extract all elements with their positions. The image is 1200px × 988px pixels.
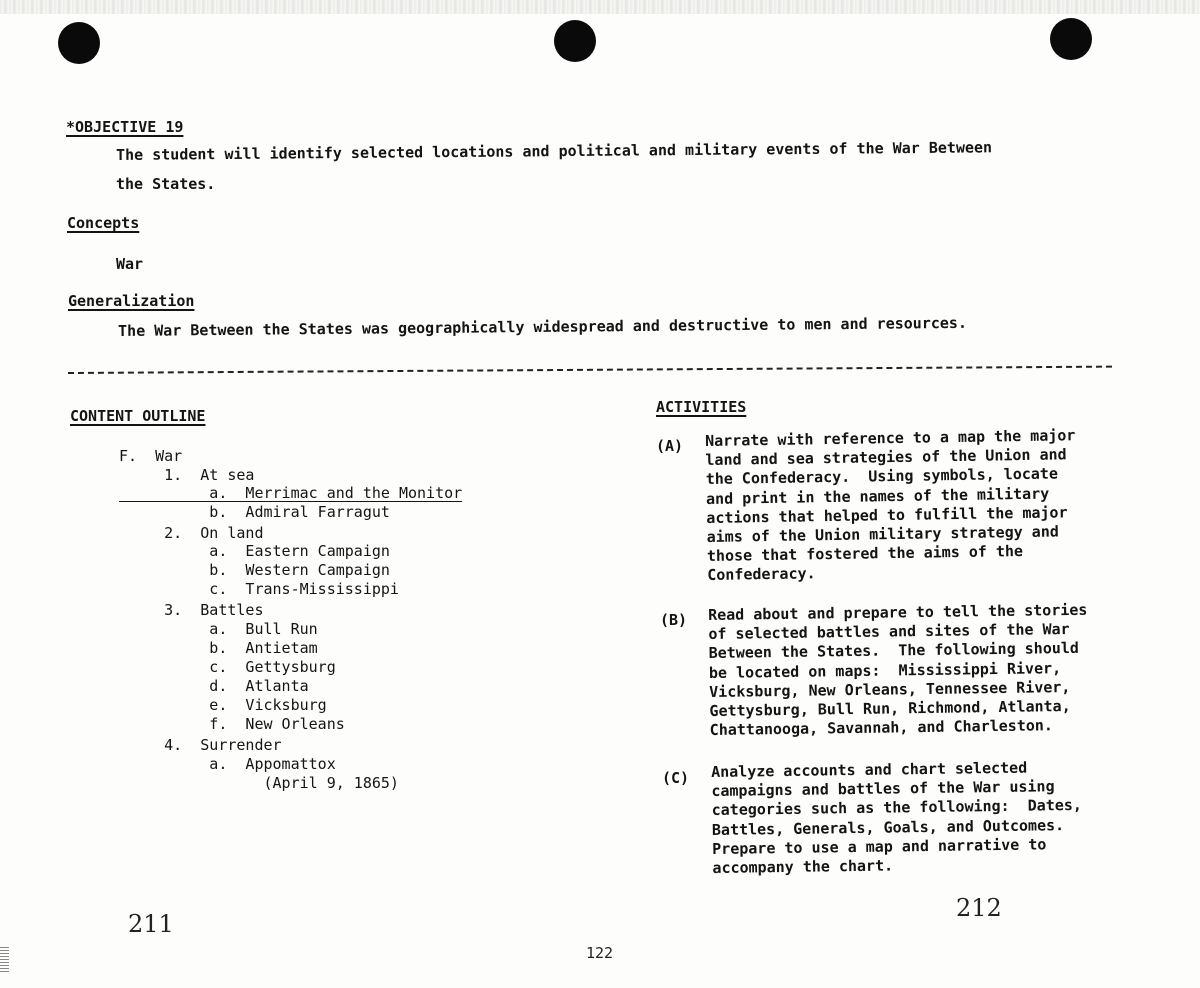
scan-edge-noise — [0, 0, 1200, 14]
outline-line: b. Western Campaign — [119, 561, 390, 579]
outline-line: c. Gettysburg — [119, 658, 336, 676]
concepts-heading: Concepts — [67, 214, 140, 232]
outline-line: 3. Battles — [119, 601, 264, 619]
objective-heading: *OBJECTIVE 19 — [66, 118, 184, 136]
page-number: 122 — [586, 944, 614, 962]
outline-line: f. New Orleans — [119, 715, 345, 733]
activity-c-label: (C) — [662, 769, 690, 787]
concepts-text: War — [116, 255, 144, 273]
activity-c-text: Analyze accounts and chart selected campaigns and battles of the War using categories such as the following: Dates, Battles, Generals, Goals, and Outcomes. Prepare to use a map and narrative to accompany the chart. — [711, 758, 1083, 878]
outline-line: F. War — [119, 447, 183, 465]
generalization-text: The War Between the States was geographically widespread and destructive to men and resources. — [118, 313, 968, 340]
outline-line: b. Antietam — [119, 639, 318, 657]
objective-text-line2: the States. — [116, 175, 216, 193]
content-outline-heading: CONTENT OUTLINE — [70, 407, 206, 425]
punch-hole-right — [1050, 18, 1092, 60]
punch-hole-left — [58, 22, 100, 64]
outline-line: 2. On land — [119, 524, 264, 542]
outline-line: b. Admiral Farragut — [119, 503, 390, 521]
activity-b-label: (B) — [660, 611, 688, 629]
activity-a-label: (A) — [656, 437, 684, 455]
outline-line: a. Bull Run — [119, 620, 318, 638]
outline-line: e. Vicksburg — [119, 696, 327, 714]
activity-b-text: Read about and prepare to tell the stories of selected battles and sites of the War Between the States. The following should be located on maps: Mississippi River, Vicksburg, New Orleans, Tennessee River, Gettysburg, Bull Run, Richmond, Atlanta, Chattanooga, Savannah, and Charleston. — [708, 600, 1088, 740]
activities-heading: ACTIVITIES — [656, 398, 747, 416]
outline-line: a. Merrimac and the Monitor — [119, 484, 463, 502]
outline-line: (April 9, 1865) — [119, 774, 399, 792]
margin-scan-mark — [0, 946, 9, 972]
generalization-heading: Generalization — [68, 292, 195, 310]
activity-a-text: Narrate with reference to a map the major land and sea strategies of the Union and the Confederacy. Using symbols, locate and print in the names of the military actions that helped to fulfill the major aims of the Union military strategy and those that fostered the aims of the Confederacy. — [705, 426, 1076, 585]
left-page-number: 211 — [128, 910, 174, 938]
outline-line: c. Trans-Mississippi — [119, 580, 399, 598]
outline-line: d. Atlanta — [119, 677, 309, 695]
right-page-number: 212 — [956, 894, 1002, 922]
outline-line: a. Eastern Campaign — [119, 542, 390, 560]
objective-text-line1: The student will identify selected locations and political and military events of the War Between — [116, 138, 993, 164]
dashed-divider — [68, 366, 1112, 374]
outline-line: a. Appomattox — [119, 755, 336, 773]
punch-hole-center — [554, 20, 596, 62]
outline-line: 1. At sea — [119, 466, 255, 484]
outline-line: 4. Surrender — [119, 736, 282, 754]
